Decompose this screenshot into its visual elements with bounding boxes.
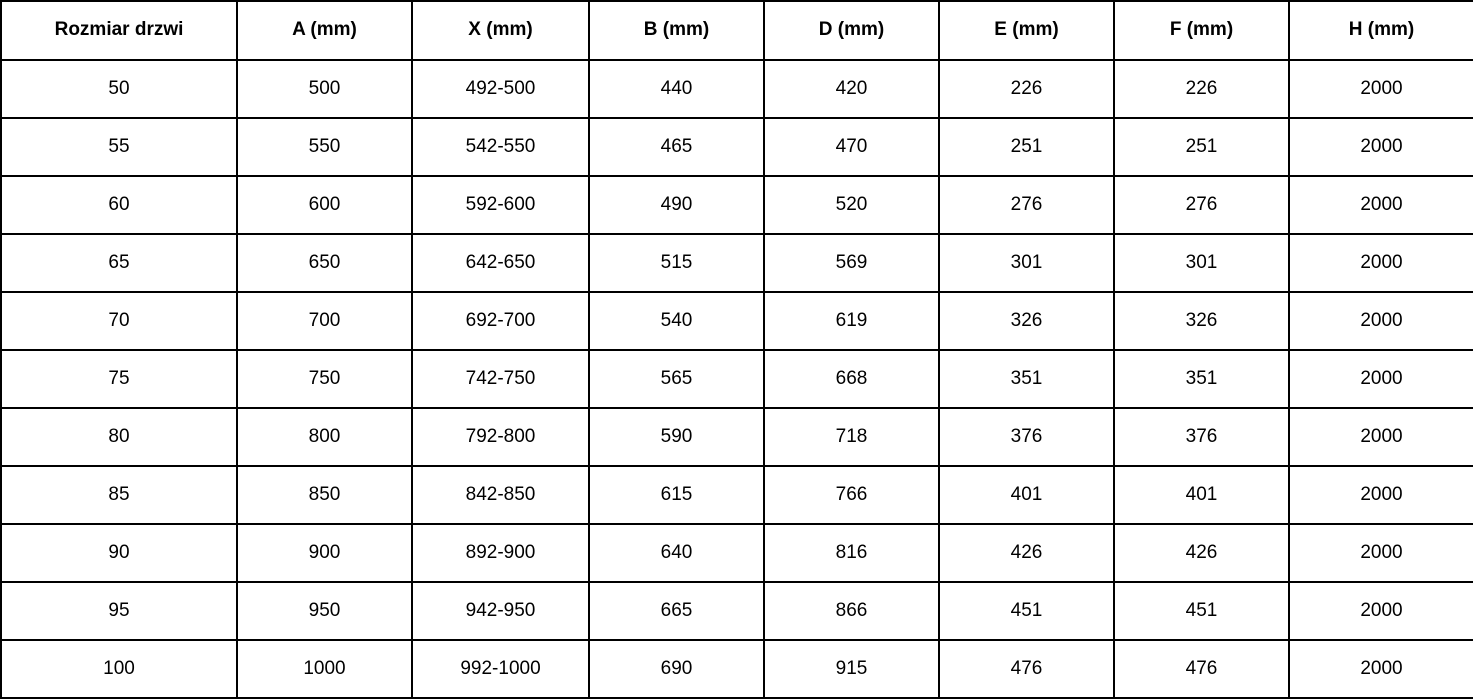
table-cell: 465 [589, 118, 764, 176]
table-cell: 520 [764, 176, 939, 234]
table-cell: 850 [237, 466, 412, 524]
table-cell: 619 [764, 292, 939, 350]
table-row [1, 176, 1473, 234]
table-cell: 376 [1114, 408, 1289, 466]
table-cell: 642-650 [412, 234, 589, 292]
table-cell: 500 [237, 60, 412, 118]
table-cell: 426 [1114, 524, 1289, 582]
table-cell: 2000 [1289, 292, 1473, 350]
table-cell: 2000 [1289, 640, 1473, 698]
table-cell: 420 [764, 60, 939, 118]
header-row [1, 1, 1473, 60]
table-cell: 476 [939, 640, 1114, 698]
table-cell: 451 [939, 582, 1114, 640]
table-row [1, 582, 1473, 640]
table-cell: 800 [237, 408, 412, 466]
table-cell: 490 [589, 176, 764, 234]
table-cell: 401 [1114, 466, 1289, 524]
table-cell: 351 [1114, 350, 1289, 408]
column-header: F (mm) [1114, 1, 1289, 60]
table-cell: 515 [589, 234, 764, 292]
column-header: Rozmiar drzwi [1, 1, 237, 60]
table-cell: 90 [1, 524, 237, 582]
table-cell: 376 [939, 408, 1114, 466]
table-cell: 65 [1, 234, 237, 292]
table-cell: 640 [589, 524, 764, 582]
table-cell: 2000 [1289, 408, 1473, 466]
table-cell: 590 [589, 408, 764, 466]
table-cell: 700 [237, 292, 412, 350]
table-cell: 251 [939, 118, 1114, 176]
table-cell: 2000 [1289, 60, 1473, 118]
table-cell: 95 [1, 582, 237, 640]
table-cell: 718 [764, 408, 939, 466]
table-cell: 665 [589, 582, 764, 640]
table-cell: 276 [939, 176, 1114, 234]
table-row [1, 60, 1473, 118]
column-header: X (mm) [412, 1, 589, 60]
table-cell: 992-1000 [412, 640, 589, 698]
table-cell: 2000 [1289, 234, 1473, 292]
table-cell: 2000 [1289, 582, 1473, 640]
table-cell: 2000 [1289, 176, 1473, 234]
table-cell: 301 [939, 234, 1114, 292]
table-cell: 615 [589, 466, 764, 524]
table-row [1, 234, 1473, 292]
table-row [1, 466, 1473, 524]
table-cell: 742-750 [412, 350, 589, 408]
table-header [1, 1, 1473, 60]
table-cell: 276 [1114, 176, 1289, 234]
table-cell: 668 [764, 350, 939, 408]
table-cell: 792-800 [412, 408, 589, 466]
table-cell: 2000 [1289, 466, 1473, 524]
table-body [1, 60, 1473, 698]
table-cell: 80 [1, 408, 237, 466]
table-row [1, 640, 1473, 698]
table-cell: 569 [764, 234, 939, 292]
table-cell: 2000 [1289, 350, 1473, 408]
table-cell: 2000 [1289, 524, 1473, 582]
table-cell: 592-600 [412, 176, 589, 234]
table-cell: 950 [237, 582, 412, 640]
table-cell: 426 [939, 524, 1114, 582]
table-cell: 326 [939, 292, 1114, 350]
table-cell: 50 [1, 60, 237, 118]
table-cell: 100 [1, 640, 237, 698]
table-cell: 690 [589, 640, 764, 698]
table-cell: 692-700 [412, 292, 589, 350]
table-cell: 842-850 [412, 466, 589, 524]
table-cell: 476 [1114, 640, 1289, 698]
table-cell: 2000 [1289, 118, 1473, 176]
table-cell: 226 [1114, 60, 1289, 118]
table-cell: 650 [237, 234, 412, 292]
column-header: B (mm) [589, 1, 764, 60]
table-row [1, 524, 1473, 582]
table-cell: 866 [764, 582, 939, 640]
table-cell: 942-950 [412, 582, 589, 640]
table-cell: 492-500 [412, 60, 589, 118]
table-cell: 750 [237, 350, 412, 408]
table-cell: 900 [237, 524, 412, 582]
column-header: D (mm) [764, 1, 939, 60]
table-cell: 816 [764, 524, 939, 582]
table-cell: 226 [939, 60, 1114, 118]
table-cell: 1000 [237, 640, 412, 698]
column-header: H (mm) [1289, 1, 1473, 60]
table-cell: 440 [589, 60, 764, 118]
table-cell: 60 [1, 176, 237, 234]
table-cell: 915 [764, 640, 939, 698]
table-cell: 470 [764, 118, 939, 176]
table-cell: 600 [237, 176, 412, 234]
column-header: A (mm) [237, 1, 412, 60]
column-header: E (mm) [939, 1, 1114, 60]
table-cell: 75 [1, 350, 237, 408]
table-cell: 550 [237, 118, 412, 176]
table-cell: 55 [1, 118, 237, 176]
table-cell: 766 [764, 466, 939, 524]
table-row [1, 292, 1473, 350]
table-cell: 301 [1114, 234, 1289, 292]
table-cell: 70 [1, 292, 237, 350]
table-cell: 542-550 [412, 118, 589, 176]
table-row [1, 350, 1473, 408]
table-row [1, 118, 1473, 176]
table-cell: 85 [1, 466, 237, 524]
table-cell: 251 [1114, 118, 1289, 176]
table-cell: 326 [1114, 292, 1289, 350]
table-cell: 401 [939, 466, 1114, 524]
table-row [1, 408, 1473, 466]
table-cell: 540 [589, 292, 764, 350]
table-cell: 565 [589, 350, 764, 408]
table-cell: 451 [1114, 582, 1289, 640]
table-cell: 892-900 [412, 524, 589, 582]
table-cell: 351 [939, 350, 1114, 408]
